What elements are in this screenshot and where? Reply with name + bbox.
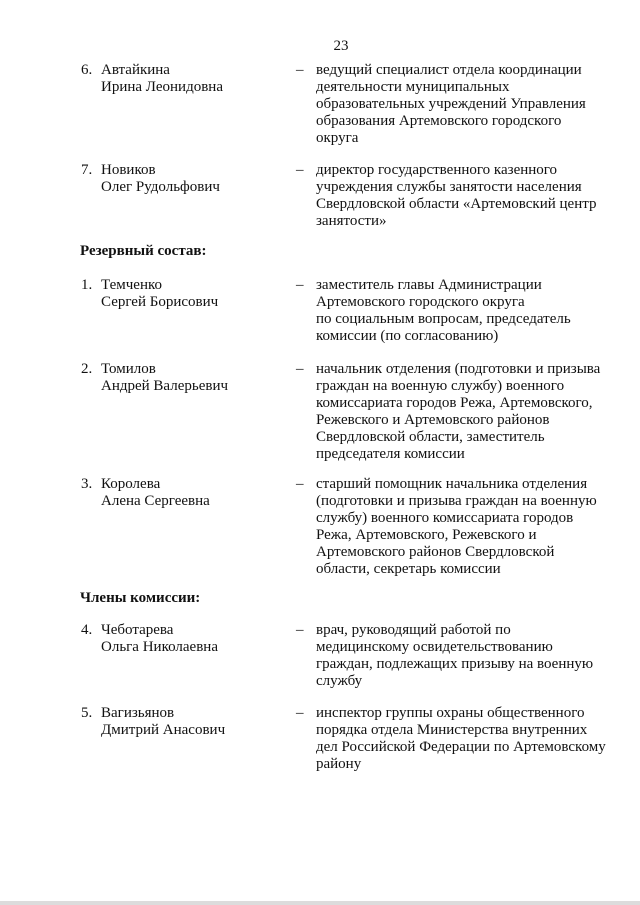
name-line: Королева [101,476,161,492]
entry-number: 6. [81,62,93,78]
position-description [316,277,616,345]
name-line: Вагизьянов [101,705,175,721]
entry-number: 7. [81,162,93,178]
dash-separator: – [296,705,304,721]
name-line: Сергей Борисович [101,294,219,310]
description-line: учреждения службы занятости населения [316,179,582,195]
description-line: Режа, Артемовского, Режевского и [316,527,537,543]
name-line: Темченко [101,277,162,293]
description-line: граждан на военную службу) военного [316,378,565,394]
description-line: Свердловской области «Артемовский центр [316,196,597,212]
description-line: занятости» [316,213,387,229]
dash-separator: – [296,361,304,377]
name-line: Ольга Николаевна [101,639,218,655]
name-line: Алена Сергеевна [101,493,210,509]
description-line: инспектор группы охраны общественного [316,705,585,721]
name-line: Андрей Валерьевич [101,378,229,394]
person-name [101,705,281,739]
person-name [101,277,281,311]
dash-separator: – [296,476,304,492]
description-line: ведущий специалист отдела координации [316,62,582,78]
description-line: Артемовского районов Свердловской [316,544,555,560]
position-description [316,361,616,463]
position-description [316,162,616,230]
entry-number: 3. [81,476,93,492]
name-line: Томилов [101,361,156,377]
description-line: образования Артемовского городского [316,113,562,129]
entry-number: 5. [81,705,93,721]
section-heading: Члены комиссии: [80,590,201,606]
description-line: службу [316,673,363,689]
position-description [316,62,616,147]
name-line: Ирина Леонидовна [101,79,223,95]
position-description [316,476,616,578]
description-line: комиссариата городов Режа, Артемовского, [316,395,593,411]
description-line: дел Российской Федерации по Артемовскому [316,739,606,755]
name-line: Новиков [101,162,156,178]
dash-separator: – [296,62,304,78]
name-line: Олег Рудольфович [101,179,220,195]
description-line: Режевского и Артемовского районов [316,412,550,428]
description-line: области, секретарь комиссии [316,561,501,577]
description-line: директор государственного казенного [316,162,558,178]
entry-number: 1. [81,277,93,293]
description-line: врач, руководящий работой по [316,622,511,638]
description-line: округа [316,130,359,146]
dash-separator: – [296,277,304,293]
name-line: Автайкина [101,62,170,78]
description-line: граждан, подлежащих призыву на военную [316,656,594,672]
person-name [101,361,281,395]
page-bottom-edge [0,901,640,905]
person-name [101,622,281,656]
description-line: Артемовского городского округа [316,294,525,310]
description-line: району [316,756,362,772]
name-line: Чеботарева [101,622,174,638]
page-number: 23 [333,38,349,54]
description-line: медицинскому освидетельствованию [316,639,553,655]
person-name [101,476,281,510]
description-line: образовательных учреждений Управления [316,96,586,112]
description-line: старший помощник начальника отделения [316,476,588,492]
position-description [316,705,616,773]
person-name [101,62,281,96]
description-line: службу) военного комиссариата городов [316,510,574,526]
position-description [316,622,616,690]
dash-separator: – [296,162,304,178]
description-line: Свердловской области, заместитель [316,429,545,445]
description-line: порядка отдела Министерства внутренних [316,722,588,738]
entry-number: 4. [81,622,93,638]
person-name [101,162,281,196]
description-line: начальник отделения (подготовки и призыва [316,361,601,377]
description-line: председателя комиссии [316,446,465,462]
section-heading: Резервный состав: [80,243,207,259]
name-line: Дмитрий Анасович [101,722,226,738]
description-line: заместитель главы Администрации [316,277,542,293]
entry-number: 2. [81,361,93,377]
description-line: комиссии (по согласованию) [316,328,499,344]
dash-separator: – [296,622,304,638]
description-line: деятельности муниципальных [316,79,510,95]
description-line: по социальным вопросам, председатель [316,311,571,327]
description-line: (подготовки и призыва граждан на военную [316,493,597,509]
